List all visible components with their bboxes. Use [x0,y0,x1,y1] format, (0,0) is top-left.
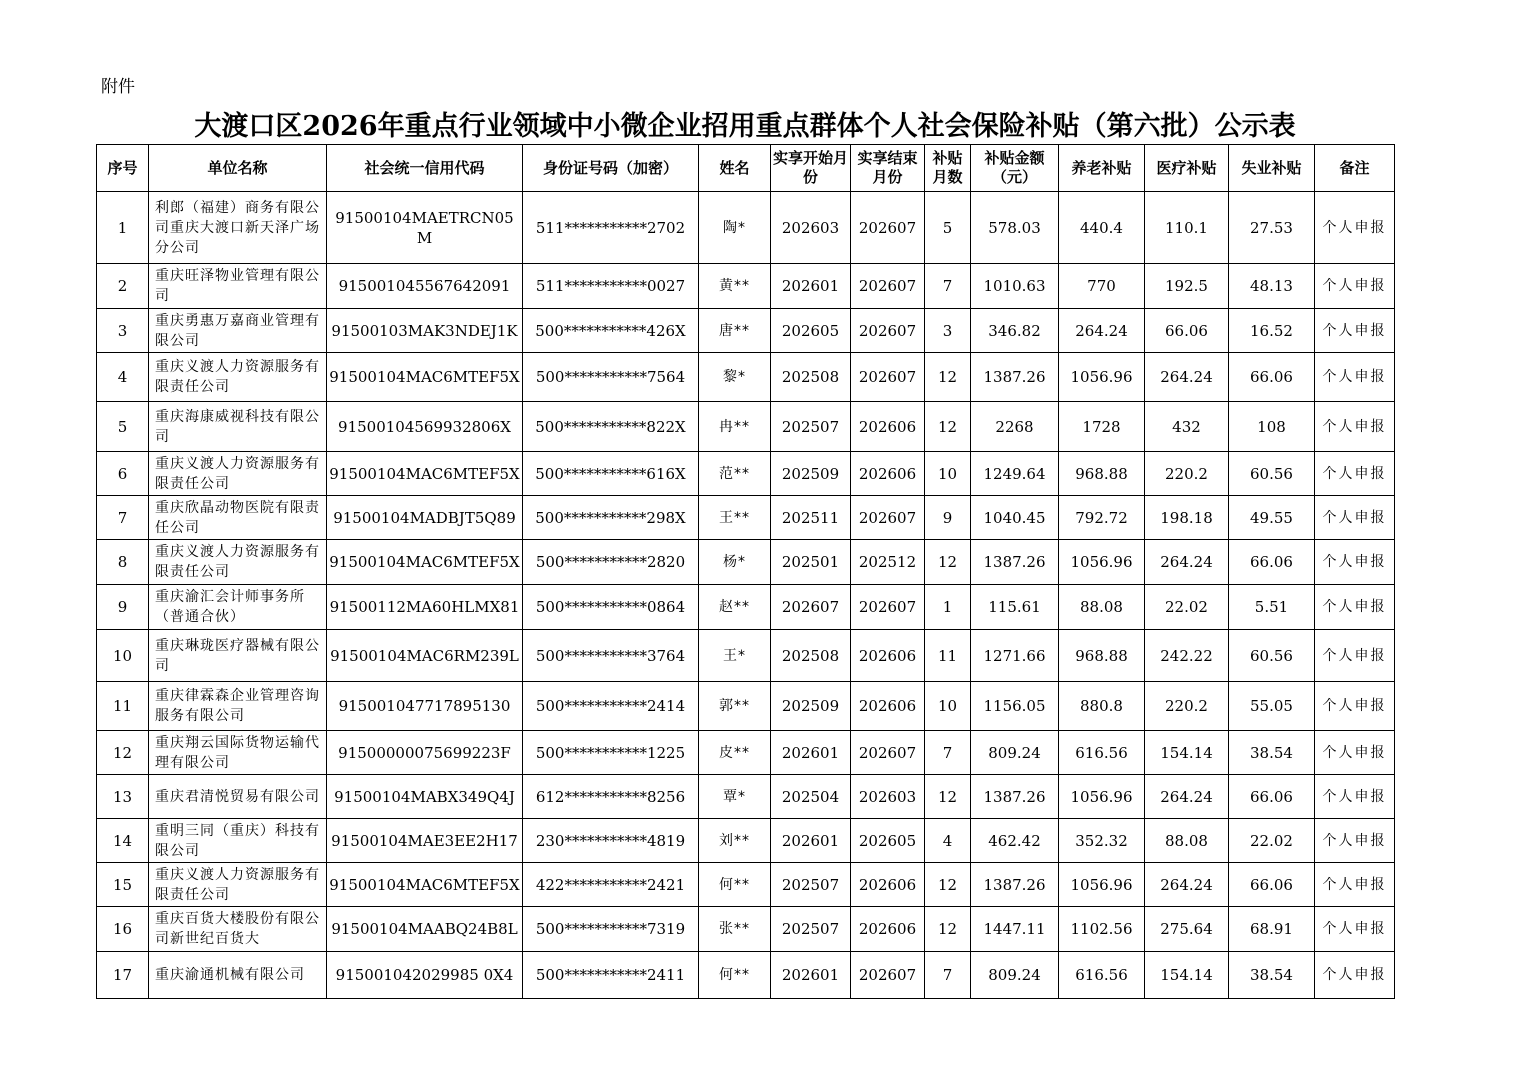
pension-subsidy: 770 [1059,264,1145,309]
person-name: 王* [699,630,771,682]
row-no: 2 [97,264,149,309]
id-number: 500***********2820 [523,540,699,585]
col-header-end-month: 实享结束月份 [851,145,925,192]
unemployment-subsidy: 66.06 [1229,540,1315,585]
medical-subsidy: 264.24 [1145,863,1229,907]
end-month: 202607 [851,952,925,999]
credit-code: 91500112MA60HLMX81 [327,585,523,630]
credit-code: 91500104MADBJT5Q89 [327,496,523,540]
medical-subsidy: 242.22 [1145,630,1229,682]
start-month: 202509 [771,682,851,731]
credit-code: 91500103MAK3NDEJ1K [327,309,523,353]
pension-subsidy: 1102.56 [1059,907,1145,952]
end-month: 202607 [851,264,925,309]
end-month: 202607 [851,353,925,402]
end-month: 202512 [851,540,925,585]
unit-name: 重庆君清悦贸易有限公司 [149,775,327,819]
unit-name: 重庆义渡人力资源服务有限责任公司 [149,540,327,585]
subsidy-amount: 1249.64 [971,452,1059,496]
table-header-row [97,145,1395,192]
unit-name: 重庆海康威视科技有限公司 [149,402,327,452]
unemployment-subsidy: 38.54 [1229,731,1315,775]
unemployment-subsidy: 49.55 [1229,496,1315,540]
person-name: 冉** [699,402,771,452]
col-header-no: 序号 [97,145,149,192]
table-row [97,819,1395,863]
subsidy-months: 7 [925,952,971,999]
row-no: 12 [97,731,149,775]
pension-subsidy: 968.88 [1059,630,1145,682]
id-number: 500***********298X [523,496,699,540]
person-name: 覃* [699,775,771,819]
table-row [97,452,1395,496]
credit-code: 91500104MAABQ24B8L [327,907,523,952]
end-month: 202603 [851,775,925,819]
subsidy-months: 1 [925,585,971,630]
subsidy-amount: 578.03 [971,192,1059,264]
unit-name: 重明三同（重庆）科技有限公司 [149,819,327,863]
subsidy-months: 7 [925,731,971,775]
start-month: 202501 [771,540,851,585]
row-no: 1 [97,192,149,264]
pension-subsidy: 616.56 [1059,731,1145,775]
start-month: 202507 [771,402,851,452]
subsidy-months: 12 [925,863,971,907]
table-row [97,402,1395,452]
row-no: 15 [97,863,149,907]
id-number: 422***********2421 [523,863,699,907]
credit-code: 91500104MAC6MTEF5X [327,452,523,496]
unit-name: 重庆律霖森企业管理咨询服务有限公司 [149,682,327,731]
note: 个人申报 [1315,585,1395,630]
row-no: 11 [97,682,149,731]
row-no: 14 [97,819,149,863]
subsidy-amount: 1387.26 [971,353,1059,402]
id-number: 500***********7564 [523,353,699,402]
end-month: 202605 [851,819,925,863]
medical-subsidy: 220.2 [1145,682,1229,731]
pension-subsidy: 1056.96 [1059,863,1145,907]
subsidy-months: 4 [925,819,971,863]
unemployment-subsidy: 38.54 [1229,952,1315,999]
id-number: 511***********2702 [523,192,699,264]
unemployment-subsidy: 16.52 [1229,309,1315,353]
unit-name: 重庆义渡人力资源服务有限责任公司 [149,353,327,402]
medical-subsidy: 264.24 [1145,540,1229,585]
id-number: 500***********2414 [523,682,699,731]
subsidy-amount: 1447.11 [971,907,1059,952]
unit-name: 重庆渝汇会计师事务所（普通合伙） [149,585,327,630]
row-no: 10 [97,630,149,682]
row-no: 4 [97,353,149,402]
pension-subsidy: 1056.96 [1059,353,1145,402]
pension-subsidy: 1728 [1059,402,1145,452]
subsidy-months: 12 [925,907,971,952]
subsidy-amount: 1040.45 [971,496,1059,540]
start-month: 202508 [771,353,851,402]
row-no: 7 [97,496,149,540]
person-name: 唐** [699,309,771,353]
unemployment-subsidy: 66.06 [1229,863,1315,907]
unemployment-subsidy: 108 [1229,402,1315,452]
unit-name: 重庆欣晶动物医院有限责任公司 [149,496,327,540]
start-month: 202509 [771,452,851,496]
row-no: 8 [97,540,149,585]
table-row [97,496,1395,540]
unemployment-subsidy: 66.06 [1229,775,1315,819]
unit-name: 重庆百货大楼股份有限公司新世纪百货大 [149,907,327,952]
pension-subsidy: 1056.96 [1059,540,1145,585]
col-header-amount: 补贴金额（元） [971,145,1059,192]
table-row [97,585,1395,630]
end-month: 202606 [851,682,925,731]
unemployment-subsidy: 27.53 [1229,192,1315,264]
credit-code: 915001045567642091 [327,264,523,309]
row-no: 17 [97,952,149,999]
subsidy-months: 12 [925,402,971,452]
subsidy-months: 12 [925,775,971,819]
start-month: 202601 [771,264,851,309]
unit-name: 重庆义渡人力资源服务有限责任公司 [149,863,327,907]
id-number: 500***********616X [523,452,699,496]
unit-name: 重庆渝通机械有限公司 [149,952,327,999]
subsidy-amount: 1387.26 [971,540,1059,585]
attachment-label: 附件 [101,77,135,97]
pension-subsidy: 352.32 [1059,819,1145,863]
start-month: 202601 [771,731,851,775]
col-header-note: 备注 [1315,145,1395,192]
medical-subsidy: 192.5 [1145,264,1229,309]
row-no: 16 [97,907,149,952]
end-month: 202606 [851,452,925,496]
person-name: 何** [699,863,771,907]
subsidy-amount: 1010.63 [971,264,1059,309]
subsidy-months: 12 [925,540,971,585]
unemployment-subsidy: 55.05 [1229,682,1315,731]
note: 个人申报 [1315,540,1395,585]
start-month: 202507 [771,863,851,907]
start-month: 202511 [771,496,851,540]
credit-code: 91500104MAC6MTEF5X [327,540,523,585]
note: 个人申报 [1315,907,1395,952]
id-number: 500***********3764 [523,630,699,682]
pension-subsidy: 440.4 [1059,192,1145,264]
medical-subsidy: 198.18 [1145,496,1229,540]
end-month: 202607 [851,192,925,264]
id-number: 511***********0027 [523,264,699,309]
credit-code: 91500000075699223F [327,731,523,775]
note: 个人申报 [1315,353,1395,402]
table-row [97,353,1395,402]
note: 个人申报 [1315,402,1395,452]
subsidy-months: 10 [925,682,971,731]
note: 个人申报 [1315,192,1395,264]
credit-code: 91500104MABX349Q4J [327,775,523,819]
note: 个人申报 [1315,682,1395,731]
col-header-unemployment: 失业补贴 [1229,145,1315,192]
note: 个人申报 [1315,731,1395,775]
start-month: 202607 [771,585,851,630]
start-month: 202603 [771,192,851,264]
person-name: 陶* [699,192,771,264]
table-row [97,731,1395,775]
row-no: 9 [97,585,149,630]
note: 个人申报 [1315,452,1395,496]
subsidy-months: 11 [925,630,971,682]
col-header-credit-code: 社会统一信用代码 [327,145,523,192]
row-no: 13 [97,775,149,819]
credit-code: 915001047717895130 [327,682,523,731]
unemployment-subsidy: 68.91 [1229,907,1315,952]
person-name: 赵** [699,585,771,630]
unemployment-subsidy: 60.56 [1229,452,1315,496]
medical-subsidy: 22.02 [1145,585,1229,630]
id-number: 500***********7319 [523,907,699,952]
table-row [97,682,1395,731]
id-number: 500***********426X [523,309,699,353]
col-header-start-month: 实享开始月份 [771,145,851,192]
page-title: 大渡口区2026年重点行业领域中小微企业招用重点群体个人社会保险补贴（第六批）公示表 [194,111,1296,142]
pension-subsidy: 968.88 [1059,452,1145,496]
subsidy-amount: 1156.05 [971,682,1059,731]
unit-name: 重庆旺泽物业管理有限公司 [149,264,327,309]
note: 个人申报 [1315,775,1395,819]
table-row [97,630,1395,682]
medical-subsidy: 432 [1145,402,1229,452]
subsidy-amount: 809.24 [971,731,1059,775]
col-header-medical: 医疗补贴 [1145,145,1229,192]
col-header-name: 姓名 [699,145,771,192]
end-month: 202607 [851,309,925,353]
person-name: 杨* [699,540,771,585]
unemployment-subsidy: 48.13 [1229,264,1315,309]
note: 个人申报 [1315,309,1395,353]
credit-code: 91500104569932806X [327,402,523,452]
note: 个人申报 [1315,630,1395,682]
medical-subsidy: 220.2 [1145,452,1229,496]
medical-subsidy: 66.06 [1145,309,1229,353]
subsidy-months: 7 [925,264,971,309]
unemployment-subsidy: 66.06 [1229,353,1315,402]
subsidy-amount: 809.24 [971,952,1059,999]
start-month: 202601 [771,952,851,999]
start-month: 202605 [771,309,851,353]
id-number: 500***********0864 [523,585,699,630]
credit-code: 91500104MAE3EE2H17 [327,819,523,863]
person-name: 张** [699,907,771,952]
person-name: 刘** [699,819,771,863]
credit-code: 91500104MAC6MTEF5X [327,353,523,402]
unemployment-subsidy: 22.02 [1229,819,1315,863]
end-month: 202606 [851,907,925,952]
end-month: 202606 [851,402,925,452]
table-row [97,952,1395,999]
pension-subsidy: 792.72 [1059,496,1145,540]
id-number: 500***********2411 [523,952,699,999]
medical-subsidy: 88.08 [1145,819,1229,863]
table-row [97,907,1395,952]
pension-subsidy: 616.56 [1059,952,1145,999]
person-name: 范** [699,452,771,496]
unit-name: 重庆义渡人力资源服务有限责任公司 [149,452,327,496]
unit-name: 重庆勇惠万嘉商业管理有限公司 [149,309,327,353]
table-row [97,264,1395,309]
unit-name: 重庆琳珑医疗器械有限公司 [149,630,327,682]
col-header-months: 补贴月数 [925,145,971,192]
table-row [97,309,1395,353]
note: 个人申报 [1315,264,1395,309]
subsidy-amount: 1387.26 [971,863,1059,907]
subsidy-amount: 115.61 [971,585,1059,630]
person-name: 郭** [699,682,771,731]
subsidy-months: 10 [925,452,971,496]
medical-subsidy: 264.24 [1145,353,1229,402]
subsidy-months: 12 [925,353,971,402]
subsidy-months: 5 [925,192,971,264]
note: 个人申报 [1315,863,1395,907]
subsidy-amount: 462.42 [971,819,1059,863]
end-month: 202606 [851,630,925,682]
end-month: 202607 [851,731,925,775]
subsidy-amount: 1271.66 [971,630,1059,682]
credit-code: 915001042029985 0X4 [327,952,523,999]
credit-code: 91500104MAC6MTEF5X [327,863,523,907]
person-name: 黄** [699,264,771,309]
end-month: 202607 [851,496,925,540]
medical-subsidy: 154.14 [1145,731,1229,775]
credit-code: 91500104MAETRCN05M [327,192,523,264]
id-number: 230***********4819 [523,819,699,863]
note: 个人申报 [1315,952,1395,999]
subsidy-table [96,144,1395,999]
row-no: 3 [97,309,149,353]
col-header-pension: 养老补贴 [1059,145,1145,192]
pension-subsidy: 1056.96 [1059,775,1145,819]
note: 个人申报 [1315,819,1395,863]
pension-subsidy: 880.8 [1059,682,1145,731]
subsidy-amount: 1387.26 [971,775,1059,819]
medical-subsidy: 275.64 [1145,907,1229,952]
start-month: 202504 [771,775,851,819]
pension-subsidy: 264.24 [1059,309,1145,353]
col-header-unit: 单位名称 [149,145,327,192]
person-name: 王** [699,496,771,540]
start-month: 202507 [771,907,851,952]
table-row [97,863,1395,907]
start-month: 202508 [771,630,851,682]
id-number: 500***********1225 [523,731,699,775]
table-row [97,775,1395,819]
note: 个人申报 [1315,496,1395,540]
table-row [97,540,1395,585]
start-month: 202601 [771,819,851,863]
unemployment-subsidy: 5.51 [1229,585,1315,630]
subsidy-amount: 2268 [971,402,1059,452]
col-header-id-number: 身份证号码（加密） [523,145,699,192]
row-no: 6 [97,452,149,496]
person-name: 皮** [699,731,771,775]
unit-name: 重庆翔云国际货物运输代理有限公司 [149,731,327,775]
medical-subsidy: 264.24 [1145,775,1229,819]
id-number: 612***********8256 [523,775,699,819]
unit-name: 利郎（福建）商务有限公司重庆大渡口新天泽广场分公司 [149,192,327,264]
unemployment-subsidy: 60.56 [1229,630,1315,682]
end-month: 202607 [851,585,925,630]
person-name: 黎* [699,353,771,402]
subsidy-months: 9 [925,496,971,540]
row-no: 5 [97,402,149,452]
table-row [97,192,1395,264]
subsidy-months: 3 [925,309,971,353]
person-name: 何** [699,952,771,999]
credit-code: 91500104MAC6RM239L [327,630,523,682]
medical-subsidy: 154.14 [1145,952,1229,999]
pension-subsidy: 88.08 [1059,585,1145,630]
medical-subsidy: 110.1 [1145,192,1229,264]
subsidy-amount: 346.82 [971,309,1059,353]
id-number: 500***********822X [523,402,699,452]
end-month: 202606 [851,863,925,907]
